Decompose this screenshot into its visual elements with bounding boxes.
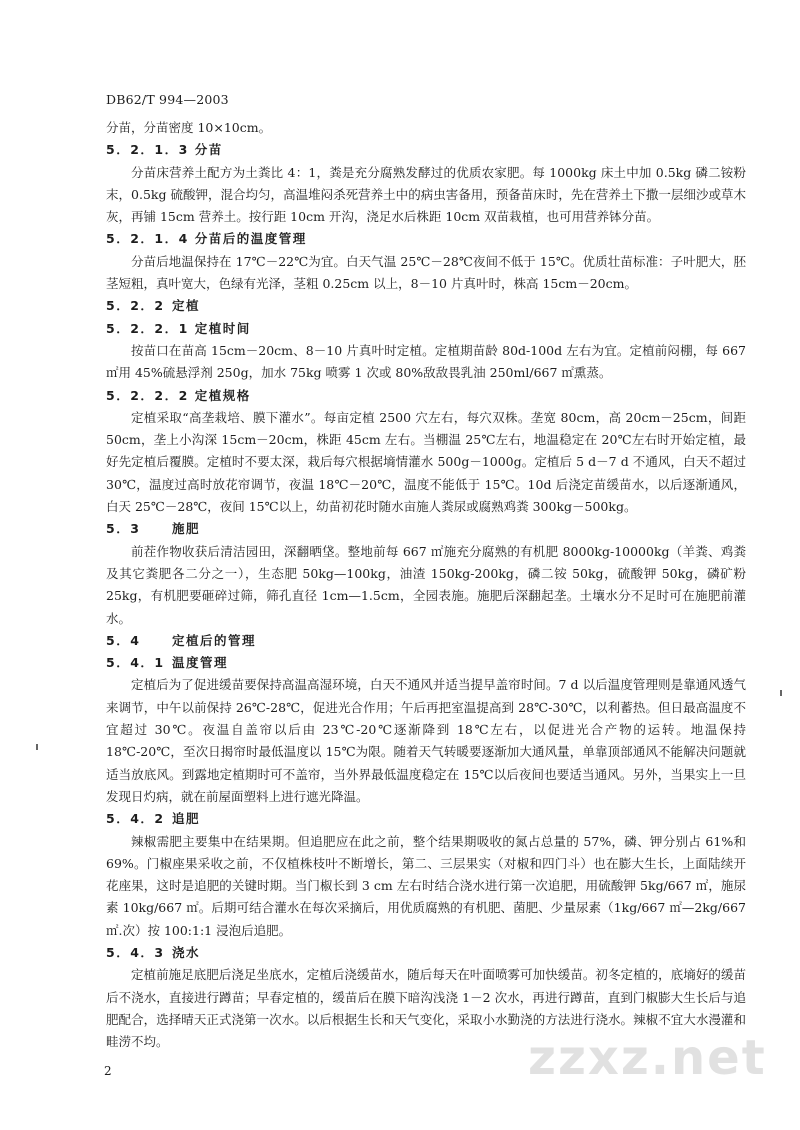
section-heading — [106, 318, 746, 340]
section-heading — [106, 808, 746, 830]
section-number: 5．4．1 — [106, 655, 165, 671]
paragraph: 分苗，分苗密度 10×10cm。 — [106, 120, 272, 135]
section-number: 5．2．2．1 — [106, 320, 189, 336]
paragraph: 定植后为了促进缓苗要保持高温高湿环境，白天不通风并适当提早盖帘时间。7 d 以后温度管理则是靠通风透气来调节，中午以前保持 26℃-28℃，促进光合作用；午后再把室温提高到 28℃-30℃，以利蓄热。但日最高温度不宜超过 30℃。夜温自盖帘以后由 23℃-20℃逐渐降到 18℃左右，以促进光合产物的运转。地温保持 18℃-20℃，至次日揭帘时最低温度以 15℃为限。随着天气转暖要逐渐加大通风量，单靠顶部通风不能解决问题就适当放底风。到露地定植期时可不盖帘，当外界最低温度稳定在 15℃以后夜间也要适当通风。另外，当果实上一旦发现日灼病，就在前屋面塑料上进行遮光降温。 — [106, 677, 746, 804]
section-heading — [106, 652, 746, 674]
paragraph: 定植采取“高垄栽培、膜下灌水”。每亩定植 2500 穴左右，每穴双株。垄宽 80cm，高 20cm－25cm，间距 50cm，垄上小沟深 15cm－20cm，株距 45cm 左右。当棚温 25℃左右，地温稳定在 20℃左右时开始定植，最好先定植后覆膜。定植时不要太深，栽后每穴根据墒情灌水 500g－1000g。定植后 5 d－7 d 不通风，白天不超过 30℃，温度过高时放花帘调节，夜温 18℃－20℃，温度不能低于 15℃。10d 后浇定苗缓苗水，以后逐渐通风，白天 25℃－28℃，夜间 15℃以上，幼苗初花时随水亩施人粪尿或腐熟鸡粪 300kg－500kg。 — [106, 409, 746, 515]
section-title: 施肥 — [172, 521, 201, 537]
scan-mark — [36, 744, 38, 750]
section-heading — [106, 942, 746, 964]
section-heading — [106, 295, 746, 317]
section-number: 5．2．1．3 — [106, 142, 189, 158]
paragraph: 前茬作物收获后清洁园田，深翻晒垡。整地前每 667 ㎡施充分腐熟的有机肥 8000kg-10000kg（羊粪、鸡粪及其它粪肥各二分之一），生态肥 50kg—100kg，油渣 150kg-200kg，磷二铵 50kg，硫酸钾 50kg，磷矿粉 25kg，有机肥要砸碎过筛，筛孔直径 1cm—1.5cm，全园表施。施肥后深翻起垄。土壤水分不足时可在施肥前灌水。 — [106, 543, 746, 626]
section-number: 5．4 — [106, 632, 141, 648]
paragraph: 辣椒需肥主要集中在结果期。但追肥应在此之前，整个结果期吸收的氮占总量的 57%，磷、钾分别占 61%和 69%。门椒座果采收之前，不仅植株枝叶不断增长，第二、三层果实（对椒和四门斗）也在膨大生长，上面陆续开花座果，这时是追肥的关键时期。当门椒长到 3 cm 左右时结合浇水进行第一次追肥，用硫酸钾 5kg/667 ㎡，施尿素 10kg/667 ㎡。后期可结合灌水在每次采摘后，用优质腐熟的有机肥、菌肥、少量尿素（1kg/667 ㎡—2kg/667 ㎡.次）按 100:1:1 浸泡后追肥。 — [106, 833, 746, 938]
section-title: 温度管理 — [172, 655, 229, 671]
section-number: 5．3 — [106, 521, 141, 537]
section-number: 5．4．2 — [106, 811, 165, 827]
section-title: 定植规格 — [194, 387, 251, 403]
section-heading — [106, 228, 746, 250]
section-title: 定植后的管理 — [172, 632, 257, 648]
section-title: 定植时间 — [194, 320, 251, 336]
section-number: 5．2．2．2 — [106, 387, 189, 403]
section-heading — [106, 630, 746, 652]
document-body — [106, 117, 746, 1053]
scan-mark — [780, 690, 782, 696]
section-number: 5．4．3 — [106, 944, 165, 960]
page-number: 2 — [104, 1064, 112, 1078]
section-title: 定植 — [172, 298, 201, 314]
section-heading — [106, 139, 746, 161]
paragraph: 分苗后地温保持在 17℃－22℃为宜。白天气温 25℃－28℃夜间不低于 15℃。优质壮苗标准：子叶肥大，胚茎短粗，真叶宽大，色绿有光泽，茎粗 0.25cm 以上，8－10 片真叶时，株高 15cm－20cm。 — [106, 253, 746, 292]
section-title: 分苗 — [194, 142, 223, 158]
paragraph: 定植前施足底肥后浇足坐底水，定植后浇缓苗水，随后每天在叶面喷雾可加快缓苗。初冬定植的，底墒好的缓苗后不浇水，直接进行蹲苗；早春定植的，缓苗后在膜下暗沟浅浇 1－2 次水，再进行蹲苗，直到门椒膨大生长后与追肥配合，选择晴天正式浇第一次水。以后根据生长和天气变化，采取小水勤浇的方法进行浇水。辣椒不宜大水漫灌和畦涝不均。 — [106, 967, 746, 1050]
standard-code: DB62/T 994—2003 — [106, 92, 229, 107]
section-title: 分苗后的温度管理 — [194, 231, 307, 247]
section-number: 5．2．1．4 — [106, 231, 189, 247]
paragraph: 分苗床营养土配方为土粪比 4：1，粪是充分腐熟发酵过的优质农家肥。每 1000kg 床土中加 0.5kg 磷二铵粉末，0.5kg 硫酸钾，混合均匀，高温堆闷杀死营养土中的病虫害备用，预备苗床时，先在营养土下撒一层细沙或草木灰，再铺 15cm 营养土。按行距 10cm 开沟，浇足水后株距 10cm 双苗栽植，也可用营养钵分苗。 — [106, 164, 746, 225]
section-heading — [106, 385, 746, 407]
paragraph: 按苗口在苗高 15cm－20cm、8－10 片真叶时定植。定植期苗龄 80d-100d 左右为宜。定植前闷棚，每 667 ㎡用 45%硫悬浮剂 250g，加水 75kg 喷雾 1 次或 80%敌敌畏乳油 250ml/667 ㎡熏蒸。 — [106, 342, 746, 381]
section-title: 追肥 — [172, 811, 201, 827]
section-heading — [106, 518, 746, 540]
section-number: 5．2．2 — [106, 298, 165, 314]
watermark-logo: zzxz.net — [528, 1030, 767, 1086]
section-title: 浇水 — [172, 944, 201, 960]
